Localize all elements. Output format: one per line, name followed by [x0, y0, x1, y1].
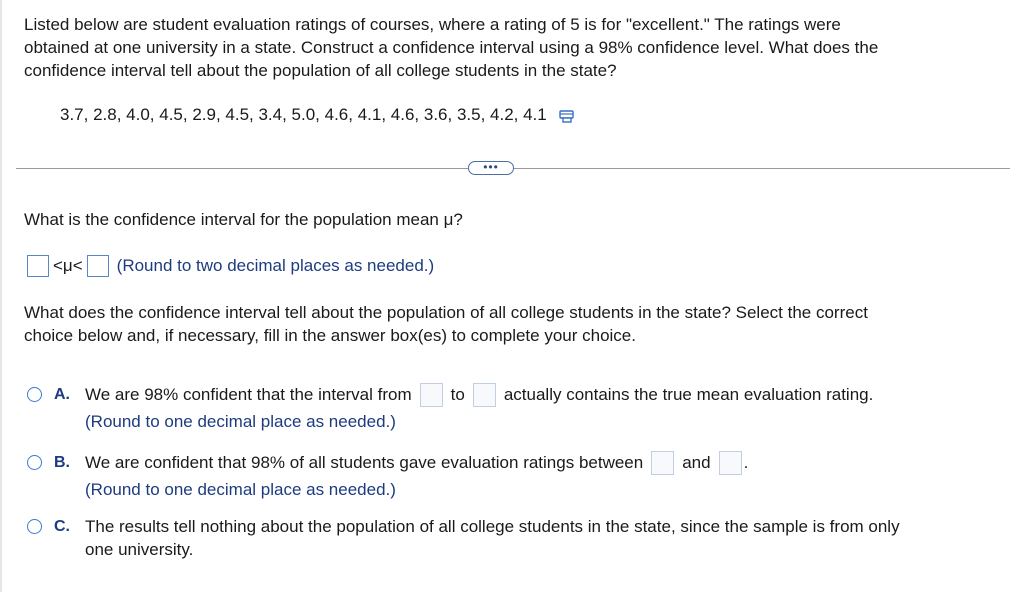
- expand-more-button[interactable]: •••: [468, 161, 514, 175]
- lower-bound-input[interactable]: [27, 255, 49, 277]
- question-text: [24, 13, 1004, 82]
- choice-b-upper-input[interactable]: [719, 451, 742, 475]
- choice-a-text-after: actually contains the true mean evaluation rating.: [503, 385, 874, 404]
- choice-c-line-2: one university.: [85, 540, 194, 559]
- choice-b-text-before: We are confident that 98% of all students gave evaluation ratings between: [85, 453, 644, 472]
- choice-a-lower-input[interactable]: [420, 383, 443, 407]
- choice-b-letter: B.: [54, 454, 70, 471]
- choice-a-text-middle: to: [450, 385, 465, 404]
- question-line-1: Listed below are student evaluation ratings of courses, where a rating of 5 is for "excellent." The ratings were: [24, 15, 841, 34]
- choice-a[interactable]: [27, 383, 873, 434]
- ratings-values: 3.7, 2.8, 4.0, 4.5, 2.9, 4.5, 3.4, 5.0, 4.6, 4.1, 4.6, 3.6, 3.5, 4.2, 4.1: [60, 105, 547, 124]
- question-2-line-2: choice below and, if necessary, fill in the answer box(es) to complete your choice.: [24, 326, 636, 345]
- upper-bound-input[interactable]: [87, 255, 109, 277]
- choice-b-text-middle: and: [682, 453, 711, 472]
- choice-b-radio[interactable]: [27, 455, 42, 470]
- confidence-interval-row: [27, 255, 434, 277]
- choice-c-line-1: The results tell nothing about the population of all college students in the state, since the sample is from only: [85, 517, 900, 536]
- question-line-3: confidence interval tell about the population of all college students in the state?: [24, 61, 617, 80]
- question-2-line-1: What does the confidence interval tell about the population of all college students in the state? Select the correct: [24, 303, 868, 322]
- choice-a-radio[interactable]: [27, 387, 42, 402]
- choice-a-upper-input[interactable]: [473, 383, 496, 407]
- question-2-text: [24, 301, 984, 347]
- choice-c-radio[interactable]: [27, 519, 42, 534]
- ratings-data-row: [60, 104, 575, 126]
- left-border: [0, 0, 2, 592]
- choice-a-hint: (Round to one decimal place as needed.): [85, 412, 396, 431]
- choice-a-text-before: We are 98% confident that the interval from: [85, 385, 412, 404]
- copy-data-icon[interactable]: [559, 108, 575, 122]
- question-line-2: obtained at one university in a state. Construct a confidence interval using a 98% confidence level. What does the: [24, 38, 879, 57]
- choice-b[interactable]: [27, 451, 748, 502]
- choice-b-lower-input[interactable]: [651, 451, 674, 475]
- choice-c[interactable]: [27, 515, 900, 561]
- round-hint: (Round to two decimal places as needed.): [116, 256, 435, 275]
- choice-c-letter: C.: [54, 518, 70, 535]
- mu-inequality: <μ<: [53, 256, 83, 275]
- choice-a-letter: A.: [54, 386, 70, 403]
- choice-b-hint: (Round to one decimal place as needed.): [85, 480, 396, 499]
- sub-question: What is the confidence interval for the population mean μ?: [24, 210, 463, 229]
- choice-b-text-after: .: [743, 453, 749, 472]
